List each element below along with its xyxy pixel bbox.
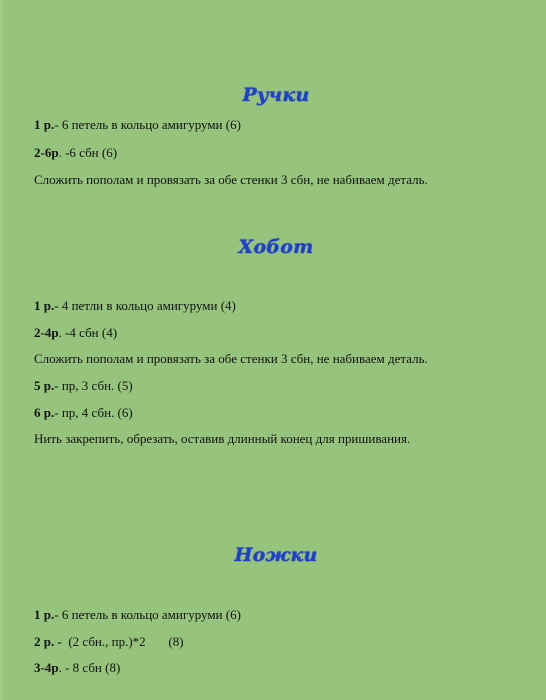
- row-number: 2 р. -: [34, 634, 62, 649]
- instruction-line: [34, 378, 133, 394]
- row-text: - 6 петель в кольцо амигуруми (6): [54, 607, 241, 622]
- instruction-line: [34, 298, 236, 314]
- row-number: 3-4р: [34, 660, 59, 675]
- row-text: (2 сбн., пр.)*2 (8): [61, 634, 184, 649]
- row-text: - пр, 4 сбн. (6): [54, 405, 133, 420]
- row-text: Нить закрепить, обрезать, оставив длинный конец для пришивания.: [34, 431, 411, 446]
- instruction-line: [34, 117, 241, 133]
- row-number: 1 р.: [34, 298, 55, 313]
- row-text: Сложить пополам и провязать за обе стенки 3 сбн, не набиваем деталь.: [34, 172, 428, 187]
- instruction-line: [34, 172, 428, 188]
- section-heading-hobot: Хобот: [238, 236, 314, 258]
- row-text: - пр, 3 сбн. (5): [54, 378, 133, 393]
- instruction-line: [34, 607, 241, 623]
- row-text: - 6 петель в кольцо амигуруми (6): [54, 117, 241, 132]
- row-number: 1 р.: [34, 607, 55, 622]
- row-number: 1 р.: [34, 117, 55, 132]
- row-number: 2-4р: [34, 325, 59, 340]
- row-text: . - 8 сбн (8): [58, 660, 121, 675]
- row-text: . -4 сбн (4): [58, 325, 118, 340]
- row-number: 6 р.: [34, 405, 55, 420]
- section-heading-nozhki: Ножки: [234, 544, 318, 566]
- instruction-line: [34, 405, 133, 421]
- section-heading-ruchki: Ручки: [242, 84, 310, 106]
- row-text: Сложить пополам и провязать за обе стенки 3 сбн, не набиваем деталь.: [34, 351, 428, 366]
- row-text: . -6 сбн (6): [58, 145, 118, 160]
- instruction-line: [34, 660, 120, 676]
- instruction-line: [34, 325, 117, 341]
- instruction-line: [34, 634, 184, 650]
- instruction-line: [34, 145, 117, 161]
- instruction-line: [34, 431, 410, 447]
- row-number: 5 р.: [34, 378, 55, 393]
- row-text: - 4 петли в кольцо амигуруми (4): [54, 298, 236, 313]
- instruction-line: [34, 351, 428, 367]
- row-number: 2-6р: [34, 145, 59, 160]
